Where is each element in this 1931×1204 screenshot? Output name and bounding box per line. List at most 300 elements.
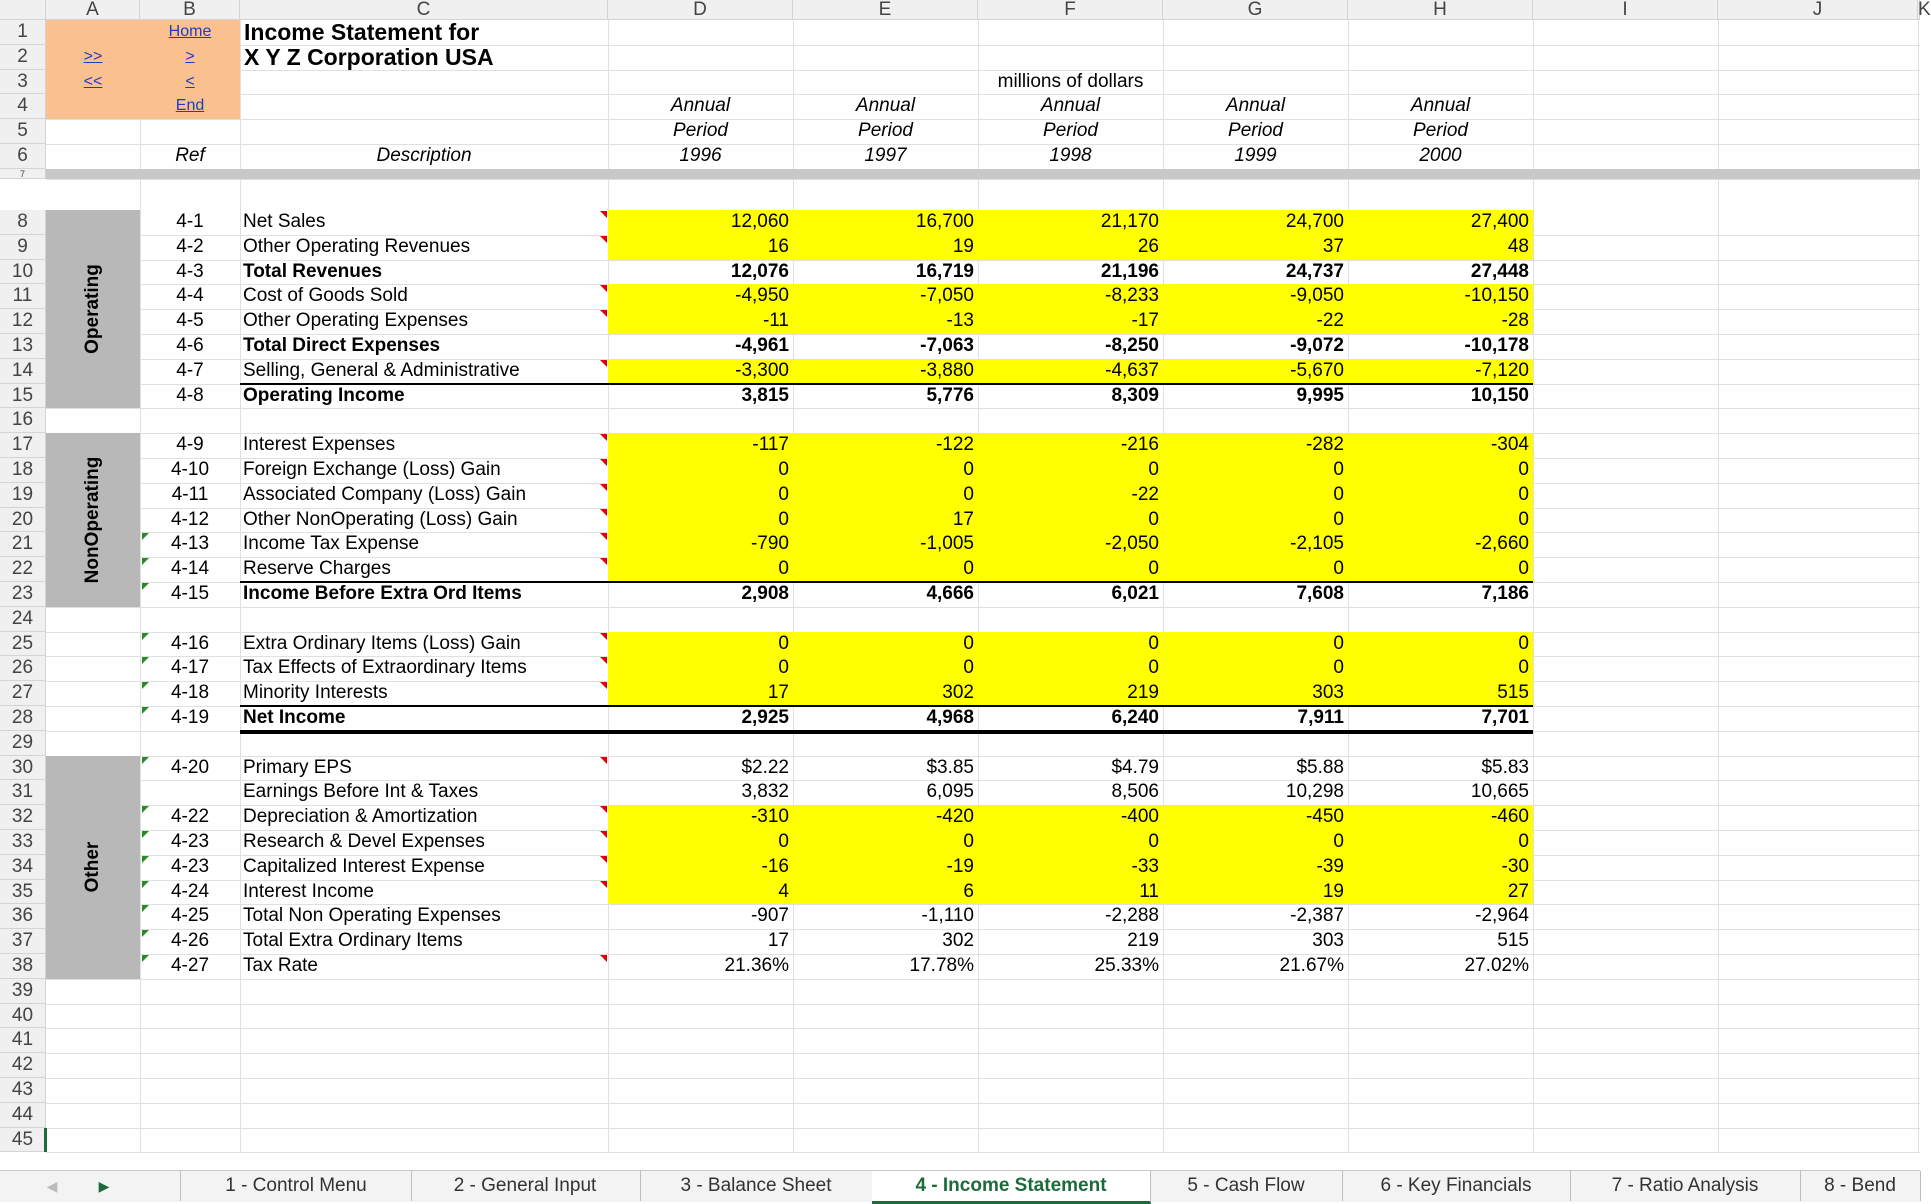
sheet-tab-8[interactable]: 8 - Bend: [1800, 1171, 1921, 1201]
value-cell[interactable]: 219: [1127, 930, 1159, 952]
column-header-d[interactable]: D: [608, 0, 793, 20]
cell-comment-marker: [142, 682, 149, 689]
value-cell[interactable]: 0: [963, 558, 974, 580]
value-cell[interactable]: -216: [1120, 434, 1159, 456]
description-cell[interactable]: Total Non Operating Expenses: [243, 905, 501, 927]
row-header[interactable]: 8: [0, 210, 46, 235]
row-header[interactable]: 45: [0, 1128, 46, 1153]
gridline-row: [46, 1103, 1920, 1104]
value-cell[interactable]: 0: [1333, 483, 1344, 505]
value-cell[interactable]: 4: [778, 880, 789, 902]
value-cell[interactable]: 0: [778, 632, 789, 654]
value-cell[interactable]: -7,063: [920, 335, 974, 356]
row-header[interactable]: 40: [0, 1004, 46, 1029]
value-cell[interactable]: 219: [1127, 682, 1159, 704]
year-header-years: 1998: [1049, 145, 1092, 166]
value-cell[interactable]: 27,448: [1470, 260, 1529, 282]
value-cell[interactable]: -2,660: [1475, 533, 1529, 555]
value-cell[interactable]: 9,995: [1296, 384, 1344, 406]
ref-cell[interactable]: 4-1: [176, 211, 204, 232]
row-header[interactable]: 13: [0, 334, 46, 359]
ref-cell[interactable]: 4-5: [176, 310, 204, 332]
sheet-tab-6[interactable]: 6 - Key Financials: [1342, 1171, 1571, 1201]
row-header[interactable]: 6: [0, 144, 46, 169]
section-label-text: NonOperating: [82, 456, 103, 584]
ref-cell[interactable]: 4-12: [170, 508, 210, 530]
description-cell[interactable]: Income Tax Expense: [243, 533, 420, 555]
row-header[interactable]: 33: [0, 830, 46, 855]
sheet-tab-2[interactable]: 2 - General Input: [410, 1171, 641, 1201]
ref-cell[interactable]: 4-8: [176, 384, 204, 406]
description-cell[interactable]: Other Operating Revenues: [243, 235, 471, 257]
cell-comment-marker: [142, 831, 149, 838]
value-cell[interactable]: 7,701: [1481, 707, 1529, 728]
value-cell[interactable]: 0: [963, 459, 974, 480]
value-cell[interactable]: 515: [1497, 930, 1529, 952]
value-cell[interactable]: -460: [1490, 806, 1529, 828]
value-cell[interactable]: 19: [1322, 880, 1344, 902]
description-cell[interactable]: Research & Devel Expenses: [243, 831, 485, 852]
row-header[interactable]: 22: [0, 557, 46, 582]
value-cell[interactable]: 0: [778, 459, 789, 480]
value-cell[interactable]: -2,050: [1105, 533, 1159, 555]
description-cell[interactable]: Net Income: [243, 707, 346, 728]
value-cell[interactable]: 10,150: [1470, 384, 1529, 406]
row-header[interactable]: 31: [0, 780, 46, 805]
cell-comment-marker: [600, 806, 607, 813]
value-cell[interactable]: -22: [1316, 310, 1344, 332]
column-header-g[interactable]: G: [1163, 0, 1348, 20]
gridline-col: [1533, 20, 1534, 1152]
column-header-e[interactable]: E: [793, 0, 978, 20]
description-cell[interactable]: Extra Ordinary Items (Loss) Gain: [243, 632, 521, 654]
row-header[interactable]: 32: [0, 805, 46, 830]
ref-cell[interactable]: 4-6: [176, 335, 204, 356]
description-cell[interactable]: Reserve Charges: [243, 558, 391, 580]
value-cell[interactable]: -2,387: [1290, 905, 1344, 927]
value-cell[interactable]: -16: [761, 855, 789, 877]
value-cell[interactable]: -22: [1131, 483, 1159, 505]
column-header-k[interactable]: K: [1918, 0, 1931, 20]
description-cell[interactable]: Other NonOperating (Loss) Gain: [243, 508, 518, 530]
value-cell[interactable]: 0: [778, 483, 789, 505]
row-header[interactable]: 34: [0, 855, 46, 880]
row-header[interactable]: 41: [0, 1028, 46, 1053]
value-cell[interactable]: -8,250: [1105, 335, 1159, 356]
ref-cell[interactable]: 4-22: [170, 806, 210, 828]
end-link[interactable]: End: [175, 97, 205, 115]
value-cell[interactable]: 0: [1518, 632, 1529, 654]
value-cell[interactable]: 11: [1139, 880, 1159, 902]
row-header[interactable]: 29: [0, 731, 46, 756]
value-cell[interactable]: -2,105: [1290, 533, 1344, 555]
year-header-period: Period: [1043, 120, 1098, 142]
row-header[interactable]: 5: [0, 119, 46, 144]
gridline-row: [46, 979, 1920, 980]
value-cell[interactable]: $3.85: [926, 756, 974, 778]
value-cell[interactable]: -4,961: [735, 335, 789, 356]
value-cell[interactable]: 25.33%: [1094, 955, 1159, 976]
row-header[interactable]: 4: [0, 94, 46, 119]
description-cell[interactable]: Selling, General & Administrative: [243, 359, 520, 381]
description-cell[interactable]: Associated Company (Loss) Gain: [243, 483, 527, 505]
row-header[interactable]: 28: [0, 706, 46, 731]
value-cell[interactable]: 17: [767, 930, 789, 952]
column-header-j[interactable]: J: [1718, 0, 1918, 20]
row-header[interactable]: 39: [0, 979, 46, 1004]
column-header-c[interactable]: C: [240, 0, 608, 20]
row-header[interactable]: 14: [0, 359, 46, 384]
value-cell[interactable]: 24,700: [1285, 211, 1344, 232]
value-cell[interactable]: 5,776: [926, 384, 974, 406]
value-cell[interactable]: 303: [1312, 682, 1344, 704]
description-cell[interactable]: Total Revenues: [243, 260, 383, 282]
row-header[interactable]: 43: [0, 1078, 46, 1103]
year-header-years: 1997: [864, 145, 907, 166]
row-header[interactable]: 2: [0, 45, 46, 70]
value-cell[interactable]: 17: [952, 508, 974, 530]
description-cell[interactable]: Net Sales: [243, 211, 326, 232]
cell-comment-marker: [600, 236, 607, 243]
value-cell[interactable]: -39: [1316, 855, 1344, 877]
forward-link[interactable]: >>: [83, 47, 103, 65]
value-cell[interactable]: -400: [1120, 806, 1159, 828]
gridline-row: [46, 1152, 1920, 1153]
ref-cell[interactable]: [140, 780, 240, 805]
value-cell[interactable]: 17.78%: [909, 955, 974, 976]
description-cell[interactable]: Income Before Extra Ord Items: [243, 583, 522, 604]
description-cell[interactable]: Other Operating Expenses: [243, 310, 468, 332]
description-cell[interactable]: Primary EPS: [243, 756, 352, 778]
description-cell[interactable]: Depreciation & Amortization: [243, 806, 478, 828]
value-cell[interactable]: 3,832: [741, 781, 789, 803]
ref-cell[interactable]: 4-16: [170, 632, 210, 654]
column-header-i[interactable]: I: [1533, 0, 1718, 20]
back-link[interactable]: <<: [83, 72, 103, 90]
value-cell[interactable]: -17: [1131, 310, 1159, 332]
value-cell[interactable]: -10,150: [1464, 285, 1529, 307]
previous-link[interactable]: <: [185, 72, 195, 90]
cell-comment-marker: [600, 558, 607, 565]
value-cell[interactable]: 2,925: [741, 707, 789, 728]
value-cell[interactable]: -122: [935, 434, 974, 456]
ref-cell[interactable]: 4-23: [170, 831, 210, 852]
column-header-a[interactable]: A: [46, 0, 140, 20]
ref-cell[interactable]: 4-10: [170, 459, 210, 480]
value-cell[interactable]: $4.79: [1111, 756, 1159, 778]
value-cell[interactable]: -8,233: [1105, 285, 1159, 307]
row-header[interactable]: 30: [0, 756, 46, 781]
ref-cell[interactable]: 4-11: [171, 483, 209, 505]
value-cell[interactable]: 10,298: [1285, 781, 1344, 803]
row-header[interactable]: 18: [0, 458, 46, 483]
ref-cell[interactable]: 4-9: [176, 434, 204, 456]
value-cell[interactable]: -117: [752, 434, 789, 456]
ref-cell[interactable]: 4-13: [170, 533, 210, 555]
row-header[interactable]: 17: [0, 433, 46, 458]
value-cell[interactable]: 7,911: [1297, 707, 1344, 728]
tab-scroll-right-button[interactable]: ▶: [98, 1178, 110, 1194]
value-cell[interactable]: 12,060: [730, 211, 789, 232]
description-cell[interactable]: Foreign Exchange (Loss) Gain: [243, 459, 501, 480]
value-cell[interactable]: -7,120: [1475, 359, 1529, 381]
value-cell[interactable]: -33: [1131, 855, 1159, 877]
value-cell[interactable]: 0: [963, 657, 974, 679]
value-cell[interactable]: 8,506: [1111, 781, 1159, 803]
value-cell[interactable]: 12,076: [730, 260, 789, 282]
year-header-period: Period: [673, 120, 728, 142]
value-cell[interactable]: -907: [750, 905, 789, 927]
row-header[interactable]: 20: [0, 508, 46, 533]
value-cell[interactable]: -420: [935, 806, 974, 828]
value-cell[interactable]: 4,968: [926, 707, 974, 728]
value-cell[interactable]: 27: [1507, 880, 1529, 902]
description-cell[interactable]: Cost of Goods Sold: [243, 285, 408, 307]
value-cell[interactable]: -1,110: [921, 905, 974, 927]
ref-cell[interactable]: 4-20: [170, 756, 210, 778]
value-cell[interactable]: 0: [1148, 508, 1159, 530]
value-cell[interactable]: 0: [1333, 508, 1344, 530]
value-cell[interactable]: 0: [1518, 831, 1529, 852]
ref-cell[interactable]: 4-25: [170, 905, 210, 927]
row-header[interactable]: 38: [0, 954, 46, 979]
description-cell[interactable]: Tax Effects of Extraordinary Items: [243, 657, 527, 679]
description-cell[interactable]: Earnings Before Int & Taxes: [243, 781, 479, 803]
cell-comment-marker: [600, 757, 607, 764]
value-cell[interactable]: 0: [1148, 657, 1159, 679]
select-all-corner[interactable]: [0, 0, 46, 20]
value-cell[interactable]: 8,309: [1111, 384, 1159, 406]
row-header[interactable]: 19: [0, 483, 46, 508]
description-cell[interactable]: Minority Interests: [243, 682, 388, 704]
value-cell[interactable]: 0: [1333, 632, 1344, 654]
sheet-tab-7[interactable]: 7 - Ratio Analysis: [1570, 1171, 1801, 1201]
value-cell[interactable]: 0: [1333, 558, 1344, 580]
value-cell[interactable]: 21,170: [1100, 211, 1159, 232]
description-cell[interactable]: Interest Expenses: [243, 434, 396, 456]
value-cell[interactable]: -7,050: [920, 285, 974, 307]
value-cell[interactable]: -310: [750, 806, 789, 828]
row-header[interactable]: 26: [0, 656, 46, 681]
row-header[interactable]: 16: [0, 408, 46, 433]
year-header-annual: Annual: [855, 95, 916, 117]
value-cell[interactable]: 17: [767, 682, 789, 704]
tab-scroll-left-button[interactable]: ◀: [46, 1178, 58, 1194]
sheet-tab-4[interactable]: 4 - Income Statement: [872, 1171, 1151, 1204]
value-cell[interactable]: -304: [1490, 434, 1529, 456]
ref-cell[interactable]: 4-19: [170, 707, 210, 728]
value-cell[interactable]: 26: [1137, 235, 1159, 257]
description-cell[interactable]: Tax Rate: [243, 955, 318, 976]
value-cell[interactable]: 37: [1322, 235, 1344, 257]
value-cell[interactable]: 19: [952, 235, 974, 257]
value-cell[interactable]: 6: [963, 880, 974, 902]
ref-cell[interactable]: 4-15: [170, 583, 210, 604]
row-header[interactable]: 24: [0, 607, 46, 632]
value-cell[interactable]: 0: [1333, 657, 1344, 679]
sheet-tab-3[interactable]: 3 - Balance Sheet: [640, 1171, 873, 1201]
value-cell[interactable]: 16,719: [915, 260, 974, 282]
value-cell[interactable]: 0: [1148, 558, 1159, 580]
ref-cell[interactable]: 4-27: [170, 955, 210, 976]
gridline-col: [1918, 20, 1919, 1152]
ref-cell[interactable]: 4-7: [176, 359, 204, 381]
value-cell[interactable]: 0: [778, 558, 789, 580]
value-cell[interactable]: 0: [778, 508, 789, 530]
value-cell[interactable]: -4,637: [1105, 359, 1159, 381]
sheet-tab-5[interactable]: 5 - Cash Flow: [1150, 1171, 1343, 1201]
description-cell[interactable]: Total Direct Expenses: [243, 335, 441, 356]
gridline-col: [240, 20, 241, 1152]
value-cell[interactable]: -5,670: [1290, 359, 1344, 381]
ref-cell[interactable]: 4-24: [170, 880, 210, 902]
cell-comment-marker: [142, 533, 149, 540]
value-cell[interactable]: 27,400: [1470, 211, 1529, 232]
value-cell[interactable]: -3,300: [735, 359, 789, 381]
value-cell[interactable]: 0: [963, 483, 974, 505]
column-header-b[interactable]: B: [140, 0, 240, 20]
cell-comment-marker: [600, 360, 607, 367]
value-cell[interactable]: 0: [1148, 632, 1159, 654]
value-cell[interactable]: 21,196: [1100, 260, 1159, 282]
column-header-f[interactable]: F: [978, 0, 1163, 20]
value-cell[interactable]: 0: [1518, 657, 1529, 679]
ref-cell[interactable]: 4-23: [170, 855, 210, 877]
row-header[interactable]: 11: [0, 284, 46, 309]
value-cell[interactable]: 7,608: [1296, 583, 1344, 604]
value-cell[interactable]: 0: [963, 632, 974, 654]
value-cell[interactable]: 48: [1507, 235, 1529, 257]
value-cell[interactable]: 24,737: [1285, 260, 1344, 282]
value-cell[interactable]: 0: [1518, 483, 1529, 505]
value-cell[interactable]: -3,880: [920, 359, 974, 381]
gridline-row: [46, 1128, 1920, 1129]
ref-cell[interactable]: 4-17: [170, 657, 210, 679]
value-cell[interactable]: 16: [767, 235, 789, 257]
value-cell[interactable]: -790: [750, 533, 789, 555]
ref-cell[interactable]: 4-18: [170, 682, 210, 704]
value-cell[interactable]: 16,700: [915, 211, 974, 232]
value-cell[interactable]: 2,908: [741, 583, 789, 604]
cell-comment-marker: [600, 285, 607, 292]
value-cell[interactable]: 0: [1333, 459, 1344, 480]
description-cell[interactable]: Interest Income: [243, 880, 374, 902]
row-header[interactable]: 42: [0, 1053, 46, 1078]
row-header[interactable]: 25: [0, 632, 46, 657]
value-cell[interactable]: 0: [1333, 831, 1344, 852]
value-cell[interactable]: 0: [1148, 459, 1159, 480]
row-header[interactable]: 7: [0, 169, 46, 179]
description-cell[interactable]: Capitalized Interest Expense: [243, 855, 485, 877]
value-cell[interactable]: -450: [1305, 806, 1344, 828]
value-cell[interactable]: 6,095: [926, 781, 974, 803]
value-cell[interactable]: 21.67%: [1279, 955, 1344, 976]
value-cell[interactable]: 6,021: [1111, 583, 1159, 604]
header-separator-band: [46, 169, 1920, 179]
ref-cell[interactable]: 4-2: [176, 235, 204, 257]
value-cell[interactable]: -1,005: [920, 533, 974, 555]
value-cell[interactable]: 0: [1148, 831, 1159, 852]
value-cell[interactable]: -11: [762, 310, 789, 332]
value-cell[interactable]: 0: [1518, 558, 1529, 580]
value-cell[interactable]: 0: [963, 831, 974, 852]
home-link[interactable]: Home: [168, 23, 212, 40]
value-cell[interactable]: 4,666: [926, 583, 974, 604]
value-cell[interactable]: -30: [1501, 855, 1529, 877]
column-header-h[interactable]: H: [1348, 0, 1533, 20]
year-header-period: Period: [1228, 120, 1283, 142]
value-cell[interactable]: -13: [946, 310, 974, 332]
value-cell[interactable]: -9,050: [1290, 285, 1344, 307]
gridline-row: [46, 1004, 1920, 1005]
row-header[interactable]: 44: [0, 1103, 46, 1128]
value-cell[interactable]: 6,240: [1111, 707, 1159, 728]
next-link[interactable]: >: [185, 47, 195, 65]
value-cell[interactable]: -2,964: [1475, 905, 1529, 927]
value-cell[interactable]: 303: [1312, 930, 1344, 952]
value-cell[interactable]: 10,665: [1470, 781, 1529, 803]
cell-comment-marker: [142, 930, 149, 937]
year-header-annual: Annual: [1410, 95, 1471, 117]
value-cell[interactable]: 0: [778, 831, 789, 852]
row-header[interactable]: 27: [0, 681, 46, 706]
description-cell[interactable]: Total Extra Ordinary Items: [243, 930, 463, 952]
value-cell[interactable]: 302: [942, 930, 974, 952]
value-cell[interactable]: -19: [946, 855, 974, 877]
value-cell[interactable]: -282: [1305, 434, 1344, 456]
row-header[interactable]: 37: [0, 929, 46, 954]
cell-comment-marker: [600, 955, 607, 962]
value-cell[interactable]: 3,815: [741, 384, 789, 406]
row-header[interactable]: 9: [0, 235, 46, 260]
value-cell[interactable]: -2,288: [1105, 905, 1159, 927]
value-cell[interactable]: $2.22: [741, 756, 789, 778]
total-border: [240, 383, 1533, 385]
row-header[interactable]: 3: [0, 70, 46, 95]
row-header[interactable]: 35: [0, 880, 46, 905]
value-cell[interactable]: 0: [1518, 508, 1529, 530]
value-cell[interactable]: 27.02%: [1464, 955, 1529, 976]
value-cell[interactable]: 302: [942, 682, 974, 704]
value-cell[interactable]: 0: [1518, 459, 1529, 480]
sheet-tab-1[interactable]: 1 - Control Menu: [180, 1171, 412, 1201]
row-header[interactable]: 15: [0, 384, 46, 409]
row-header[interactable]: 10: [0, 260, 46, 285]
row-header[interactable]: 12: [0, 309, 46, 334]
year-header-years: 1999: [1234, 145, 1277, 166]
row-header[interactable]: 23: [0, 582, 46, 607]
ref-cell[interactable]: 4-26: [170, 930, 210, 952]
value-cell[interactable]: -9,072: [1290, 335, 1344, 356]
value-cell[interactable]: $5.88: [1296, 756, 1344, 778]
ref-cell[interactable]: 4-3: [176, 260, 204, 282]
description-cell[interactable]: Operating Income: [243, 384, 405, 406]
value-cell[interactable]: 515: [1497, 682, 1529, 704]
cell-comment-marker: [142, 856, 149, 863]
value-cell[interactable]: 7,186: [1481, 583, 1529, 604]
value-cell[interactable]: $5.83: [1481, 756, 1529, 778]
value-cell[interactable]: 0: [778, 657, 789, 679]
ref-cell[interactable]: 4-14: [170, 558, 210, 580]
row-header[interactable]: 1: [0, 20, 46, 45]
ref-cell[interactable]: 4-4: [176, 285, 204, 307]
value-cell[interactable]: -28: [1501, 310, 1529, 332]
row-header[interactable]: 21: [0, 532, 46, 557]
value-cell[interactable]: 21.36%: [724, 955, 789, 976]
value-cell[interactable]: -4,950: [735, 285, 789, 307]
row-header[interactable]: 36: [0, 904, 46, 929]
value-cell[interactable]: -10,178: [1464, 335, 1529, 356]
